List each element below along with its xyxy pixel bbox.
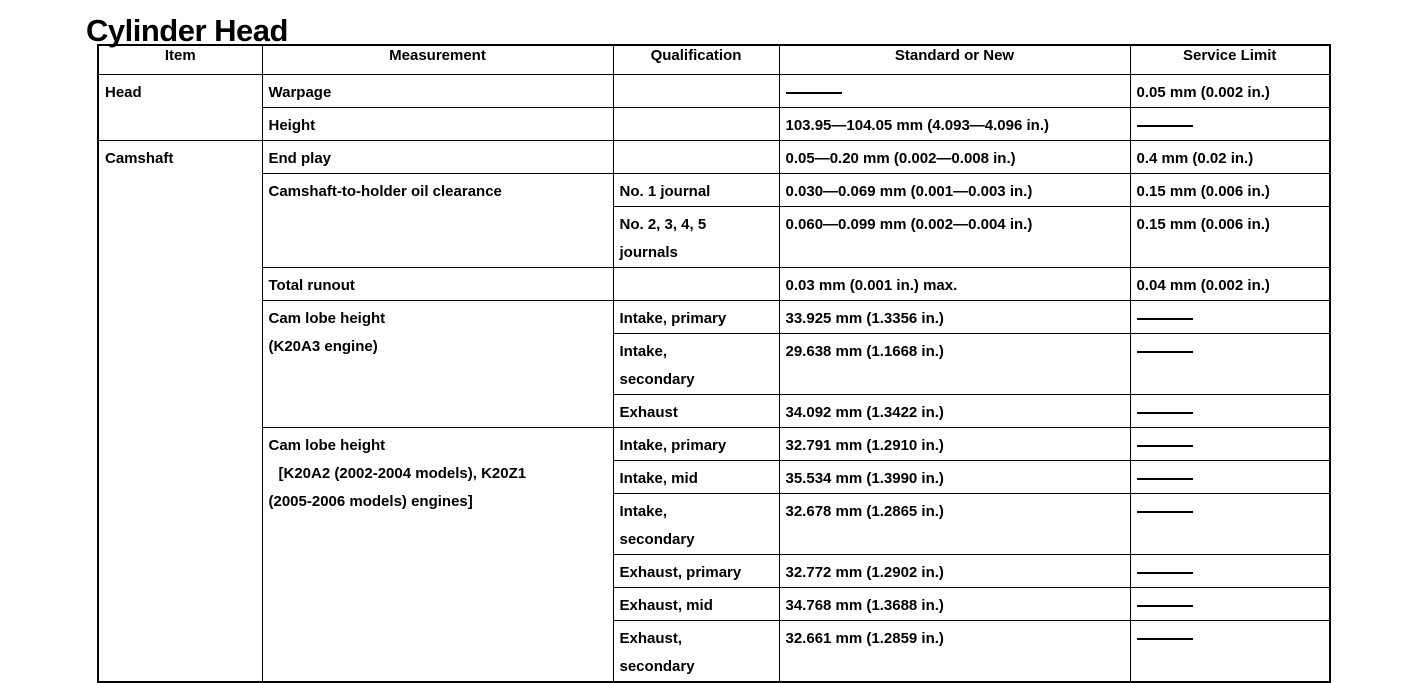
dash-mark [786, 92, 842, 94]
qualification-cell [613, 494, 779, 555]
standard-cell: 32.791 mm (1.2910 in.) [779, 428, 1130, 461]
measurement-oil-clearance: Camshaft-to-holder oil clearance [262, 174, 613, 268]
qualification-cell [613, 268, 779, 301]
limit-cell: 0.05 mm (0.002 in.) [1130, 75, 1330, 108]
dash-mark [1137, 511, 1193, 513]
standard-cell: 34.092 mm (1.3422 in.) [779, 395, 1130, 428]
standard-cell: 33.925 mm (1.3356 in.) [779, 301, 1130, 334]
header-standard: Standard or New [779, 45, 1130, 75]
qualification-line: journals [619, 244, 678, 261]
dash-mark [1137, 605, 1193, 607]
table-row [98, 268, 1330, 301]
measurement-warpage: Warpage [262, 75, 613, 108]
measurement-line: [K20A2 (2002-2004 models), K20Z1 [278, 465, 527, 482]
standard-cell: 35.534 mm (1.3990 in.) [779, 461, 1130, 494]
standard-cell: 0.060—0.099 mm (0.002—0.004 in.) [779, 207, 1130, 268]
qualification-cell [613, 75, 779, 108]
qualification-line: secondary [619, 658, 695, 675]
qualification-cell [613, 621, 779, 683]
limit-cell [1130, 334, 1330, 395]
dash-mark [1137, 445, 1193, 447]
item-camshaft: Camshaft [98, 141, 262, 683]
standard-cell: 0.030—0.069 mm (0.001—0.003 in.) [779, 174, 1130, 207]
header-service-limit: Service Limit [1130, 45, 1330, 75]
standard-cell: 32.772 mm (1.2902 in.) [779, 555, 1130, 588]
header-measurement: Measurement [262, 45, 613, 75]
qualification-line: Intake, [619, 503, 668, 520]
standard-cell [779, 75, 1130, 108]
limit-cell: 0.04 mm (0.002 in.) [1130, 268, 1330, 301]
standard-cell: 32.661 mm (1.2859 in.) [779, 621, 1130, 683]
limit-cell [1130, 621, 1330, 683]
dash-mark [1137, 125, 1193, 127]
standard-cell: 29.638 mm (1.1668 in.) [779, 334, 1130, 395]
spec-table [97, 44, 1331, 683]
item-head: Head [98, 75, 262, 141]
measurement-line: Cam lobe height [268, 437, 386, 454]
dash-mark [1137, 351, 1193, 353]
qualification-cell: Exhaust, mid [613, 588, 779, 621]
table-row [98, 108, 1330, 141]
qualification-line: secondary [619, 531, 695, 548]
measurement-line: Cam lobe height [268, 310, 386, 327]
qualification-cell [613, 141, 779, 174]
page-title: Cylinder Head [86, 13, 288, 48]
dash-mark [1137, 412, 1193, 414]
qualification-cell: Exhaust [613, 395, 779, 428]
measurement-line: (2005-2006 models) engines] [268, 493, 473, 510]
dash-mark [1137, 478, 1193, 480]
measurement-end-play: End play [262, 141, 613, 174]
limit-cell [1130, 588, 1330, 621]
table-row [98, 301, 1330, 334]
table-row [98, 141, 1330, 174]
dash-mark [1137, 318, 1193, 320]
measurement-total-runout: Total runout [262, 268, 613, 301]
qualification-cell: Intake, primary [613, 428, 779, 461]
header-qualification: Qualification [613, 45, 779, 75]
measurement-height: Height [262, 108, 613, 141]
standard-cell: 103.95—104.05 mm (4.093—4.096 in.) [779, 108, 1130, 141]
measurement-cam-lobe-k20a3 [262, 301, 613, 428]
limit-cell [1130, 494, 1330, 555]
standard-cell: 34.768 mm (1.3688 in.) [779, 588, 1130, 621]
limit-cell: 0.15 mm (0.006 in.) [1130, 207, 1330, 268]
measurement-cam-lobe-k20a2 [262, 428, 613, 683]
table-row [98, 174, 1330, 207]
limit-cell [1130, 555, 1330, 588]
qualification-line: secondary [619, 371, 695, 388]
measurement-line: (K20A3 engine) [268, 338, 378, 355]
qualification-cell: No. 1 journal [613, 174, 779, 207]
qualification-line: No. 2, 3, 4, 5 [619, 216, 707, 233]
dash-mark [1137, 572, 1193, 574]
qualification-cell: Exhaust, primary [613, 555, 779, 588]
qualification-line: Exhaust, [619, 630, 683, 647]
qualification-cell [613, 108, 779, 141]
standard-cell: 0.05—0.20 mm (0.002—0.008 in.) [779, 141, 1130, 174]
limit-cell: 0.4 mm (0.02 in.) [1130, 141, 1330, 174]
limit-cell [1130, 461, 1330, 494]
limit-cell [1130, 108, 1330, 141]
limit-cell [1130, 395, 1330, 428]
qualification-cell [613, 334, 779, 395]
table-row [98, 428, 1330, 461]
limit-cell [1130, 301, 1330, 334]
qualification-cell: Intake, primary [613, 301, 779, 334]
dash-mark [1137, 638, 1193, 640]
header-row [98, 45, 1330, 75]
standard-cell: 0.03 mm (0.001 in.) max. [779, 268, 1130, 301]
table-row [98, 75, 1330, 108]
qualification-line: Intake, [619, 343, 668, 360]
limit-cell: 0.15 mm (0.006 in.) [1130, 174, 1330, 207]
qualification-cell [613, 207, 779, 268]
header-item: Item [98, 45, 262, 75]
qualification-cell: Intake, mid [613, 461, 779, 494]
standard-cell: 32.678 mm (1.2865 in.) [779, 494, 1130, 555]
limit-cell [1130, 428, 1330, 461]
